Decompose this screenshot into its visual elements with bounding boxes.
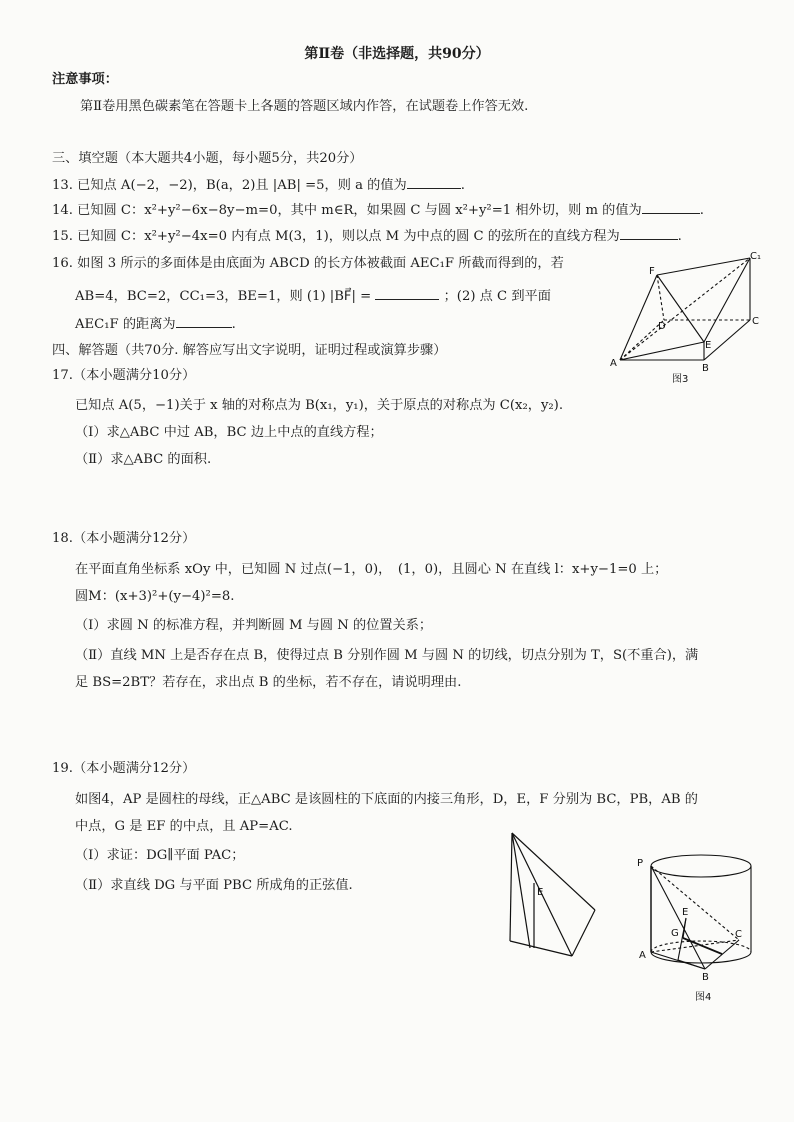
figure-4-cylinder <box>637 848 763 1008</box>
fig3-label-B: B <box>702 363 709 374</box>
question-13 <box>52 174 465 196</box>
fig3-caption: 图3 <box>672 374 689 385</box>
fig4-label-E: E <box>682 907 689 918</box>
q16-part1-text: AB=4，BC=2，CC₁=3，BE=1，则 (1) |BF⃗| = <box>75 289 372 304</box>
section3-heading: 三、填空题（本大题共4小题，每小题5分，共20分） <box>52 151 363 166</box>
q13-end: . <box>460 178 465 193</box>
fig3-label-D: D <box>658 321 666 332</box>
q17-part2: （Ⅱ）求△ABC 的面积. <box>75 452 212 467</box>
fig3-label-E: E <box>705 340 712 351</box>
fig4-label-P: P <box>637 858 644 869</box>
q18-stem2: 圆M：(x+3)²+(y−4)²=8. <box>75 589 235 604</box>
q14-answer-blank[interactable] <box>642 199 700 214</box>
q16-answer-blank-1[interactable] <box>375 285 439 300</box>
figure-3-polyhedron <box>600 250 770 390</box>
q16-line2 <box>75 285 551 307</box>
q16-line3-text: AEC₁F 的距离为 <box>75 317 176 332</box>
sketch-label-E: E <box>537 887 544 898</box>
q18-stem1: 在平面直角坐标系 xOy 中，已知圆 N 过点(−1，0)， (1，0)，且圆心 N 在直线 l：x+y−1=0 上； <box>75 562 668 577</box>
q19-stem1: 如图4，AP 是圆柱的母线，正△ABC 是该圆柱的下底面的内接三角形，D，E，F 分别为 BC，PB，AB 的 <box>75 792 698 807</box>
question-14 <box>52 199 704 221</box>
fig3-label-C1: C₁ <box>750 251 761 262</box>
q19-part2: （Ⅱ）求直线 DG 与平面 PBC 所成角的正弦值. <box>75 878 353 893</box>
q13-text: 13. 已知点 A(−2，−2)，B(a，2)且 |AB| =5，则 a 的值为 <box>52 178 407 193</box>
q17-stem: 已知点 A(5，−1)关于 x 轴的对称点为 B(x₁，y₁)，关于原点的对称点为 C(x₂，y₂). <box>75 398 564 413</box>
q18-part2a: （Ⅱ）直线 MN 上是否存在点 B，使得过点 B 分别作圆 M 与圆 N 的切线，切点分别为 T，S(不重合)，满 <box>75 648 699 663</box>
notice-heading: 注意事项： <box>52 72 118 87</box>
q19-stem2: 中点，G 是 EF 的中点，且 AP=AC. <box>75 819 293 834</box>
q16-line1: 16. 如图 3 所示的多面体是由底面为 ABCD 的长方体被截面 AEC₁F 所截而得到的，若 <box>52 256 564 271</box>
q19-heading: 19.（本小题满分12分） <box>52 761 196 776</box>
fig4-label-C: C <box>735 929 742 940</box>
q15-end: . <box>677 229 682 244</box>
fig4-label-G: G <box>671 928 679 939</box>
fig3-label-C: C <box>752 316 759 327</box>
fig4-caption: 图4 <box>695 992 712 1003</box>
sketch-pyramid <box>500 828 610 968</box>
section4-heading: 四、解答题（共70分. 解答应写出文字说明，证明过程或演算步骤） <box>52 343 447 358</box>
q17-part1: （Ⅰ）求△ABC 中过 AB，BC 边上中点的直线方程； <box>75 425 383 440</box>
page-title: 第Ⅱ卷（非选择题，共90分） <box>304 46 490 62</box>
fig3-label-F: F <box>649 266 655 277</box>
q18-part2b: 足 BS=2BT？若存在，求出点 B 的坐标，若不存在，请说明理由. <box>75 675 462 690</box>
q15-text: 15. 已知圆 C：x²+y²−4x=0 内有点 M(3，1)，则以点 M 为中点的圆 C 的弦所在的直线方程为 <box>52 229 620 244</box>
q16-part2-text: ；(2) 点 C 到平面 <box>443 289 551 304</box>
q13-answer-blank[interactable] <box>407 174 461 189</box>
q14-end: . <box>699 203 704 218</box>
q18-part1: （Ⅰ）求圆 N 的标准方程，并判断圆 M 与圆 N 的位置关系； <box>75 618 433 633</box>
q14-text: 14. 已知圆 C：x²+y²−6x−8y−m=0，其中 m∈R，如果圆 C 与圆 x²+y²=1 相外切，则 m 的值为 <box>52 203 642 218</box>
q19-part1: （Ⅰ）求证：DG∥平面 PAC； <box>75 848 245 863</box>
question-15 <box>52 225 682 247</box>
q18-heading: 18.（本小题满分12分） <box>52 531 196 546</box>
q16-line3 <box>75 313 236 335</box>
q16-answer-blank-2[interactable] <box>176 313 232 328</box>
notice-text: 第Ⅱ卷用黑色碳素笔在答题卡上各题的答题区域内作答，在试题卷上作答无效. <box>80 99 529 114</box>
q15-answer-blank[interactable] <box>620 225 678 240</box>
q17-heading: 17.（本小题满分10分） <box>52 368 196 383</box>
fig3-label-A: A <box>610 358 617 369</box>
fig4-label-B: B <box>702 972 709 983</box>
q16-end: . <box>231 317 236 332</box>
fig4-label-A: A <box>639 950 646 961</box>
